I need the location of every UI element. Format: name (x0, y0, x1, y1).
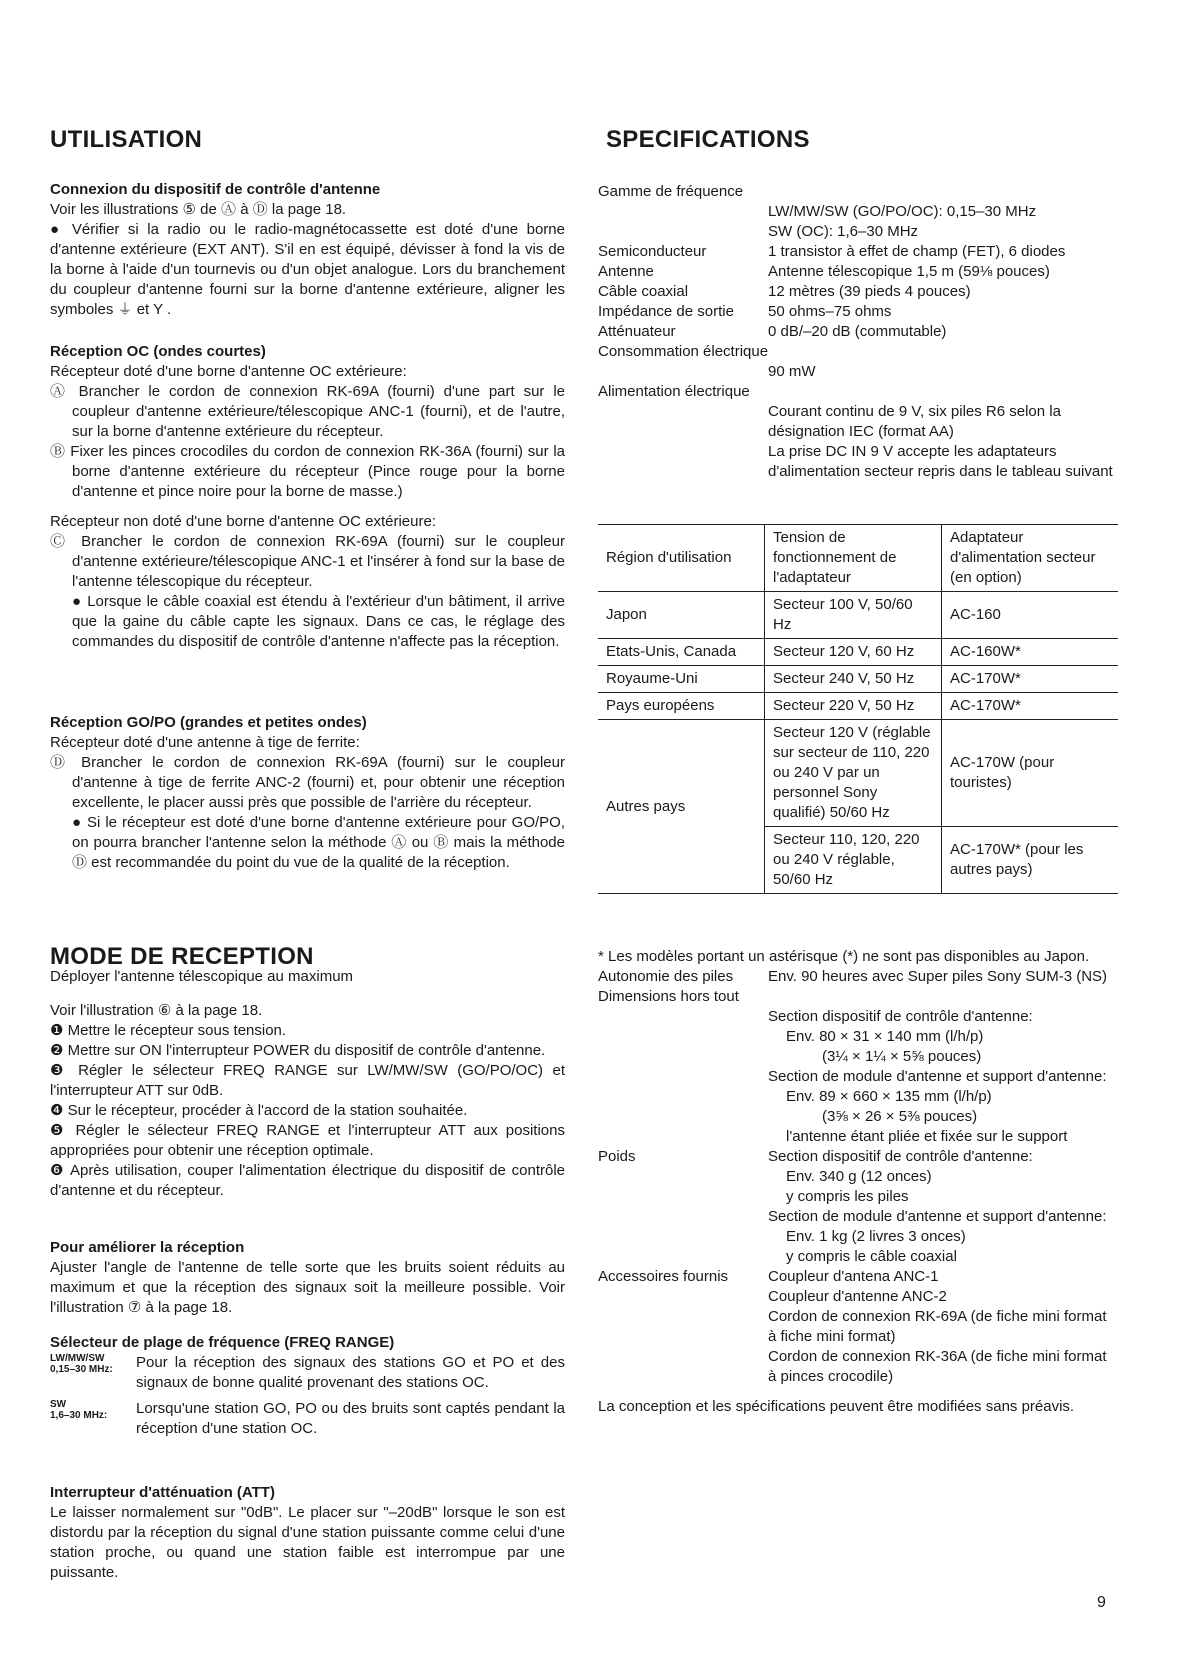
spec-value: La prise DC IN 9 V accepte les adaptateurs d'alimentation secteur repris dans le tableau suivant (768, 443, 1113, 480)
step-4: ❹ Sur le récepteur, procéder à l'accord de la station souhaitée. (50, 1102, 468, 1119)
utilisation-title: UTILISATION (50, 126, 203, 153)
freq-option (50, 1353, 565, 1393)
section-heading: Sélecteur de plage de fréquence (FREQ RANGE) (50, 1334, 395, 1351)
step-1: ❶ Mettre le récepteur sous tension. (50, 1022, 287, 1039)
table-header: Adaptateur d'alimentation secteur (en option) (942, 525, 1119, 592)
paragraph: Récepteur non doté d'une borne d'antenne OC extérieure: (50, 513, 436, 530)
section-heading: Interrupteur d'atténuation (ATT) (50, 1484, 275, 1501)
specifications-title: SPECIFICATIONS (606, 126, 810, 153)
section-heading: Pour améliorer la réception (50, 1239, 245, 1256)
freq-range-section (50, 1333, 565, 1439)
step-d: Ⓓ Brancher le cordon de connexion RK-69A (fourni) sur le coupleur d'antenne à tige de ferrite ANC-2 (fourni) et, pour obtenir une réception excellente, le placer aussi près que possible de l'arrière du récepteur. (50, 754, 565, 811)
table-cell: Secteur 100 V, 50/60 Hz (765, 592, 942, 639)
mode-de-reception-title: MODE DE RECEPTION (50, 943, 314, 970)
spec-value: y compris les piles (786, 1188, 909, 1205)
spec-key: Impédance de sortie (598, 303, 734, 320)
step-b: Ⓑ Fixer les pinces crocodiles du cordon de connexion RK-36A (fourni) sur la borne d'antenne extérieure du récepteur (Pince rouge pour la borne d'antenne et pince noire pour la borne de masse.) (50, 443, 565, 500)
freq-option (50, 1399, 565, 1439)
lw-mw-reception-section (50, 713, 565, 873)
page-number: 9 (1097, 1594, 1106, 1611)
table-cell: Secteur 240 V, 50 Hz (765, 666, 942, 693)
spec-key: Dimensions hors tout (598, 988, 739, 1005)
table-cell: AC-160 (942, 592, 1119, 639)
spec-value: Cordon de connexion RK-69A (de fiche mini format à fiche mini format) (768, 1308, 1107, 1345)
step-2: ❷ Mettre sur ON l'interrupteur POWER du dispositif de contrôle d'antenne. (50, 1042, 546, 1059)
spec-value: 90 mW (768, 363, 816, 380)
paragraph: Voir les illustrations ⑤ de Ⓐ à Ⓓ la page 18. (50, 201, 347, 218)
freq-label-b: 1,6–30 MHz: (50, 1410, 108, 1421)
table-header-row (598, 525, 1118, 592)
freq-text: Lorsqu'une station GO, PO ou des bruits sont captés pendant la réception d'une station OC. (136, 1400, 565, 1437)
spec-key: Poids (598, 1148, 636, 1165)
table-cell: Secteur 120 V, 60 Hz (765, 639, 942, 666)
spec-key: Consommation électrique (598, 343, 769, 360)
table-cell: Secteur 220 V, 50 Hz (765, 693, 942, 720)
freq-label-a: SW (50, 1399, 67, 1410)
spec-key: Câble coaxial (598, 283, 689, 300)
table-row (598, 720, 1118, 827)
spec-value: Env. 340 g (12 onces) (786, 1168, 932, 1185)
spec-list-top (598, 182, 1118, 482)
table-cell: Royaume-Uni (598, 666, 765, 693)
spec-value: Coupleur d'antenne ANC-2 (768, 1288, 947, 1305)
table-cell: Etats-Unis, Canada (598, 639, 765, 666)
antenna-connection-section (50, 180, 565, 320)
table-header: Région d'utilisation (598, 525, 765, 592)
spec-value: Env. 90 heures avec Super piles Sony SUM-3 (NS) (768, 968, 1108, 985)
spec-value: Env. 1 kg (2 livres 3 onces) (786, 1228, 966, 1245)
table-row (598, 693, 1118, 720)
spec-key: Antenne (598, 263, 654, 280)
table-cell: AC-170W* (pour les autres pays) (942, 827, 1119, 894)
section-heading: Réception GO/PO (grandes et petites ondes) (50, 714, 367, 731)
adapter-table (598, 524, 1118, 894)
spec-key: Gamme de fréquence (598, 183, 744, 200)
footnote: La conception et les spécifications peuvent être modifiées sans préavis. (598, 1398, 1075, 1415)
spec-value: SW (OC): 1,6–30 MHz (768, 223, 919, 240)
freq-label (50, 1353, 136, 1393)
step-3: ❸ Régler le sélecteur FREQ RANGE sur LW/MW/SW (GO/PO/OC) et l'interrupteur ATT sur 0dB. (50, 1062, 565, 1099)
table-cell: AC-160W* (942, 639, 1119, 666)
spec-value: (3¼ × 1¼ × 5⅝ pouces) (822, 1048, 982, 1065)
note: ● Si le récepteur est doté d'une borne d'antenne extérieure pour GO/PO, on pourra brancher l'antenne selon la méthode Ⓐ ou Ⓑ mais la méthode Ⓓ est recommandée du point du vue de la qualité de la réception. (72, 814, 565, 871)
spec-key: Atténuateur (598, 323, 676, 340)
table-cell: AC-170W* (942, 693, 1119, 720)
table-cell: Japon (598, 592, 765, 639)
spec-value: Env. 80 × 31 × 140 mm (l/h/p) (786, 1028, 984, 1045)
step-6: ❻ Après utilisation, couper l'alimentation électrique du dispositif de contrôle d'antenne et du récepteur. (50, 1162, 565, 1199)
spec-value: Section de module d'antenne et support d'antenne: (768, 1208, 1107, 1225)
spec-key: Autonomie des piles (598, 968, 734, 985)
spec-value: Coupleur d'antena ANC-1 (768, 1268, 939, 1285)
spec-value: Section dispositif de contrôle d'antenne: (768, 1008, 1033, 1025)
paragraph: ● Vérifier si la radio ou le radio-magnétocassette est doté d'une borne d'antenne extérieure (EXT ANT). S'il en est équipé, dévisser à fond la vis de la borne à l'aide d'un tournevis ou d'un objet analogue. Lors du branchement du coupleur d'antenne fourni sur la borne d'antenne extérieure, aligner les symboles ⏚ et Y . (50, 221, 565, 318)
att-section (50, 1483, 565, 1583)
spec-value: Env. 89 × 660 × 135 mm (l/h/p) (786, 1088, 992, 1105)
paragraph: Voir l'illustration ⑥ à la page 18. (50, 1002, 263, 1019)
freq-text: Pour la réception des signaux des stations GO et PO et des signaux de bonne qualité provenant des stations OC. (136, 1354, 565, 1391)
table-cell: AC-170W (pour touristes) (942, 720, 1119, 827)
spec-value: Antenne télescopique 1,5 m (59⅛ pouces) (768, 263, 1050, 280)
spec-value: Courant continu de 9 V, six piles R6 selon la désignation IEC (format AA) (768, 403, 1061, 440)
sw-reception-section (50, 342, 565, 652)
freq-label (50, 1399, 136, 1439)
table-cell: AC-170W* (942, 666, 1119, 693)
table-row (598, 592, 1118, 639)
spec-value: (3⅝ × 26 × 5⅜ pouces) (822, 1108, 978, 1125)
spec-value: 12 mètres (39 pieds 4 pouces) (768, 283, 971, 300)
reception-mode-section (50, 967, 565, 1201)
spec-value: 1 transistor à effet de champ (FET), 6 diodes (768, 243, 1066, 260)
spec-key: Alimentation électrique (598, 383, 750, 400)
spec-key: Semiconducteur (598, 243, 707, 260)
table-cell: Pays européens (598, 693, 765, 720)
spec-value: Section dispositif de contrôle d'antenne: (768, 1148, 1033, 1165)
spec-value: y compris le câble coaxial (786, 1248, 957, 1265)
step-a: Ⓐ Brancher le cordon de connexion RK-69A (fourni) d'une part sur le coupleur d'antenne extérieure/télescopique ANC-1 (fourni), et de l'autre, sur la borne d'antenne extérieure du récepteur. (50, 383, 565, 440)
paragraph: Ajuster l'angle de l'antenne de telle sorte que les bruits soient réduits au maximum et que la réception des signaux soit la meilleure possible. Voir l'illustration ⑦ à la page 18. (50, 1259, 565, 1316)
table-cell: Secteur 120 V (réglable sur secteur de 110, 220 ou 240 V par un personnel Sony qualifié) 50/60 Hz (765, 720, 942, 827)
spec-value: 0 dB/–20 dB (commutable) (768, 323, 947, 340)
freq-label-a: LW/MW/SW (50, 1353, 105, 1364)
paragraph: Récepteur doté d'une borne d'antenne OC extérieure: (50, 363, 407, 380)
table-note: * Les modèles portant un astérisque (*) ne sont pas disponibles au Japon. (598, 948, 1090, 965)
table-row (598, 666, 1118, 693)
spec-key: Accessoires fournis (598, 1268, 729, 1285)
note: ● Lorsque le câble coaxial est étendu à l'extérieur d'un bâtiment, il arrive que la gaine du câble capte les signaux. Dans ce cas, le réglage des commandes du dispositif de contrôle d'antenne n'affecte pas la réception. (72, 593, 565, 650)
spec-list-bottom (598, 947, 1118, 1417)
section-heading: Réception OC (ondes courtes) (50, 343, 266, 360)
spec-value: Cordon de connexion RK-36A (de fiche mini format à pinces crocodile) (768, 1348, 1107, 1385)
spec-value: Section de module d'antenne et support d'antenne: (768, 1068, 1107, 1085)
table-row (598, 639, 1118, 666)
table-cell: Autres pays (598, 720, 765, 894)
table-cell: Secteur 110, 120, 220 ou 240 V réglable, 50/60 Hz (765, 827, 942, 894)
spec-value: l'antenne étant pliée et fixée sur le support (786, 1128, 1068, 1145)
paragraph: Récepteur doté d'une antenne à tige de ferrite: (50, 734, 360, 751)
paragraph: Le laisser normalement sur "0dB". Le placer sur "–20dB" lorsque le son est distordu par la réception du signal d'une station puissante comme celui d'une station proche, ou quand une station faible est interrompue par une puissante. (50, 1504, 565, 1581)
improve-reception-section (50, 1238, 565, 1318)
table-header: Tension de fonctionnement de l'adaptateur (765, 525, 942, 592)
paragraph: Déployer l'antenne télescopique au maximum (50, 968, 354, 985)
step-5: ❺ Régler le sélecteur FREQ RANGE et l'interrupteur ATT aux positions appropriées pour obtenir une réception optimale. (50, 1122, 565, 1159)
spec-value: LW/MW/SW (GO/PO/OC): 0,15–30 MHz (768, 203, 1037, 220)
section-heading: Connexion du dispositif de contrôle d'antenne (50, 181, 381, 198)
step-c: Ⓒ Brancher le cordon de connexion RK-69A (fourni) sur le coupleur d'antenne extérieure/télescopique ANC-1 et l'insérer à fond sur la base de l'antenne télescopique du récepteur. (50, 533, 565, 590)
spec-value: 50 ohms–75 ohms (768, 303, 892, 320)
freq-label-b: 0,15–30 MHz: (50, 1364, 113, 1375)
